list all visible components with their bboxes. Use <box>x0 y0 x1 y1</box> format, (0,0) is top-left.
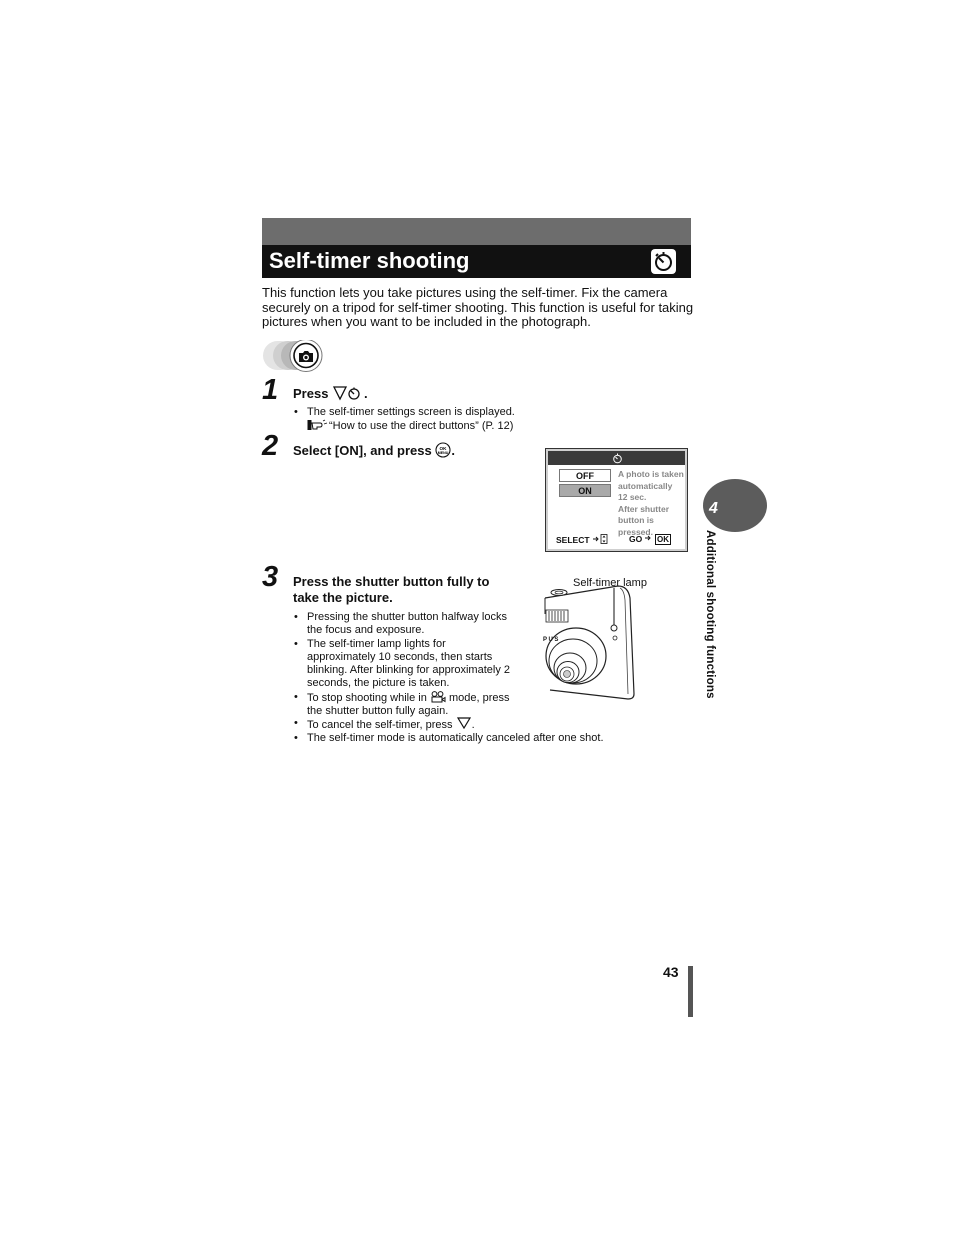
lcd-footer-go-label: GO <box>629 534 643 544</box>
header-band-top <box>262 218 691 245</box>
self-timer-lamp-callout: Self-timer lamp <box>573 577 647 589</box>
step-3-title-line: take the picture. <box>293 590 393 605</box>
step-1-title-text: Press <box>293 386 329 401</box>
lcd-note-line: automatically <box>618 480 673 491</box>
step-1-title-suffix: . <box>364 386 368 401</box>
lcd-title-bar <box>548 451 685 465</box>
lcd-note-line: 12 sec. <box>618 492 647 503</box>
list-item-text: To stop shooting while in <box>307 691 427 704</box>
intro-paragraph: This function lets you take pictures using the self-timer. Fix the camera securely on a tripod for self-timer shooting. This function is useful for taking pictures when you want to be included in the photograph. <box>262 285 694 330</box>
list-item-text: mode, press the shutter button fully again. <box>307 691 510 718</box>
reference-hand-icon <box>307 419 329 431</box>
step-3-bullets-continued <box>293 717 653 746</box>
step-1-title <box>293 385 368 402</box>
list-item-text: To cancel the self-timer, press <box>307 719 453 731</box>
ok-menu-button-icon <box>435 442 451 458</box>
lcd-option-on: ON <box>559 484 611 497</box>
step-1-reference-text: “How to use the direct buttons” (P. 12) <box>329 420 514 432</box>
page-number-bar <box>688 966 693 1017</box>
lcd-note-line: A photo is taken <box>618 469 684 479</box>
mode-indicator <box>263 340 327 377</box>
step-1-bullets <box>293 406 553 419</box>
camera-illustration <box>540 584 644 702</box>
list-item <box>293 691 515 719</box>
list-item: • The self-timer settings screen is displayed. <box>293 406 553 419</box>
step-2-title-suffix: . <box>451 443 455 458</box>
svg-text:OK: OK <box>439 446 447 451</box>
down-arrow-self-timer-icon <box>332 385 364 401</box>
movie-mode-icon <box>430 691 446 703</box>
step-2-number: 2 <box>262 430 279 462</box>
step-3-title <box>293 574 533 606</box>
step-3-title-line: Press the shutter button fully to <box>293 574 490 589</box>
ok-key-icon: OK <box>657 535 669 544</box>
lcd-screen <box>545 448 688 552</box>
chapter-number: 4 <box>709 500 718 517</box>
step-3-number: 3 <box>262 561 279 593</box>
list-item: • The self-timer lamp lights for approximately 10 seconds, then starts blinking. After blinking for approximately 2 seconds, the picture is taken. <box>293 638 515 691</box>
camera-icon <box>297 348 315 364</box>
lcd-option-off: OFF <box>559 469 611 482</box>
camera-brand-text: PUS <box>543 637 560 643</box>
step-2-title-text: Select [ON], and press <box>293 443 432 458</box>
list-item: • To cancel the self-timer, press . <box>293 717 653 732</box>
step-1-reference <box>307 419 513 433</box>
lcd-footer-go <box>629 534 671 545</box>
lcd-footer-select <box>556 534 610 545</box>
lcd-description <box>618 469 685 539</box>
list-item: • The self-timer mode is automatically canceled after one shot. <box>293 732 653 745</box>
chapter-label: Additional shooting functions <box>704 530 716 699</box>
step-1-number: 1 <box>262 374 279 406</box>
self-timer-icon <box>548 451 687 465</box>
svg-text:MENU: MENU <box>438 451 449 455</box>
down-arrow-icon <box>456 717 472 729</box>
list-item: • Pressing the shutter button halfway locks the focus and exposure. <box>293 611 515 638</box>
lcd-footer-select-label: SELECT <box>556 535 590 545</box>
lcd-note-line: After shutter <box>618 503 670 514</box>
step-3-bullets <box>293 611 515 718</box>
page-title: Self-timer shooting <box>269 248 470 273</box>
lcd-note-line: button is pressed. <box>618 515 654 537</box>
right-arrow-icon <box>645 534 653 542</box>
updown-arrow-icon <box>592 534 610 544</box>
page-number: 43 <box>663 964 679 980</box>
step-2-title <box>293 442 455 459</box>
lcd-body <box>548 465 685 549</box>
self-timer-icon <box>651 249 676 274</box>
